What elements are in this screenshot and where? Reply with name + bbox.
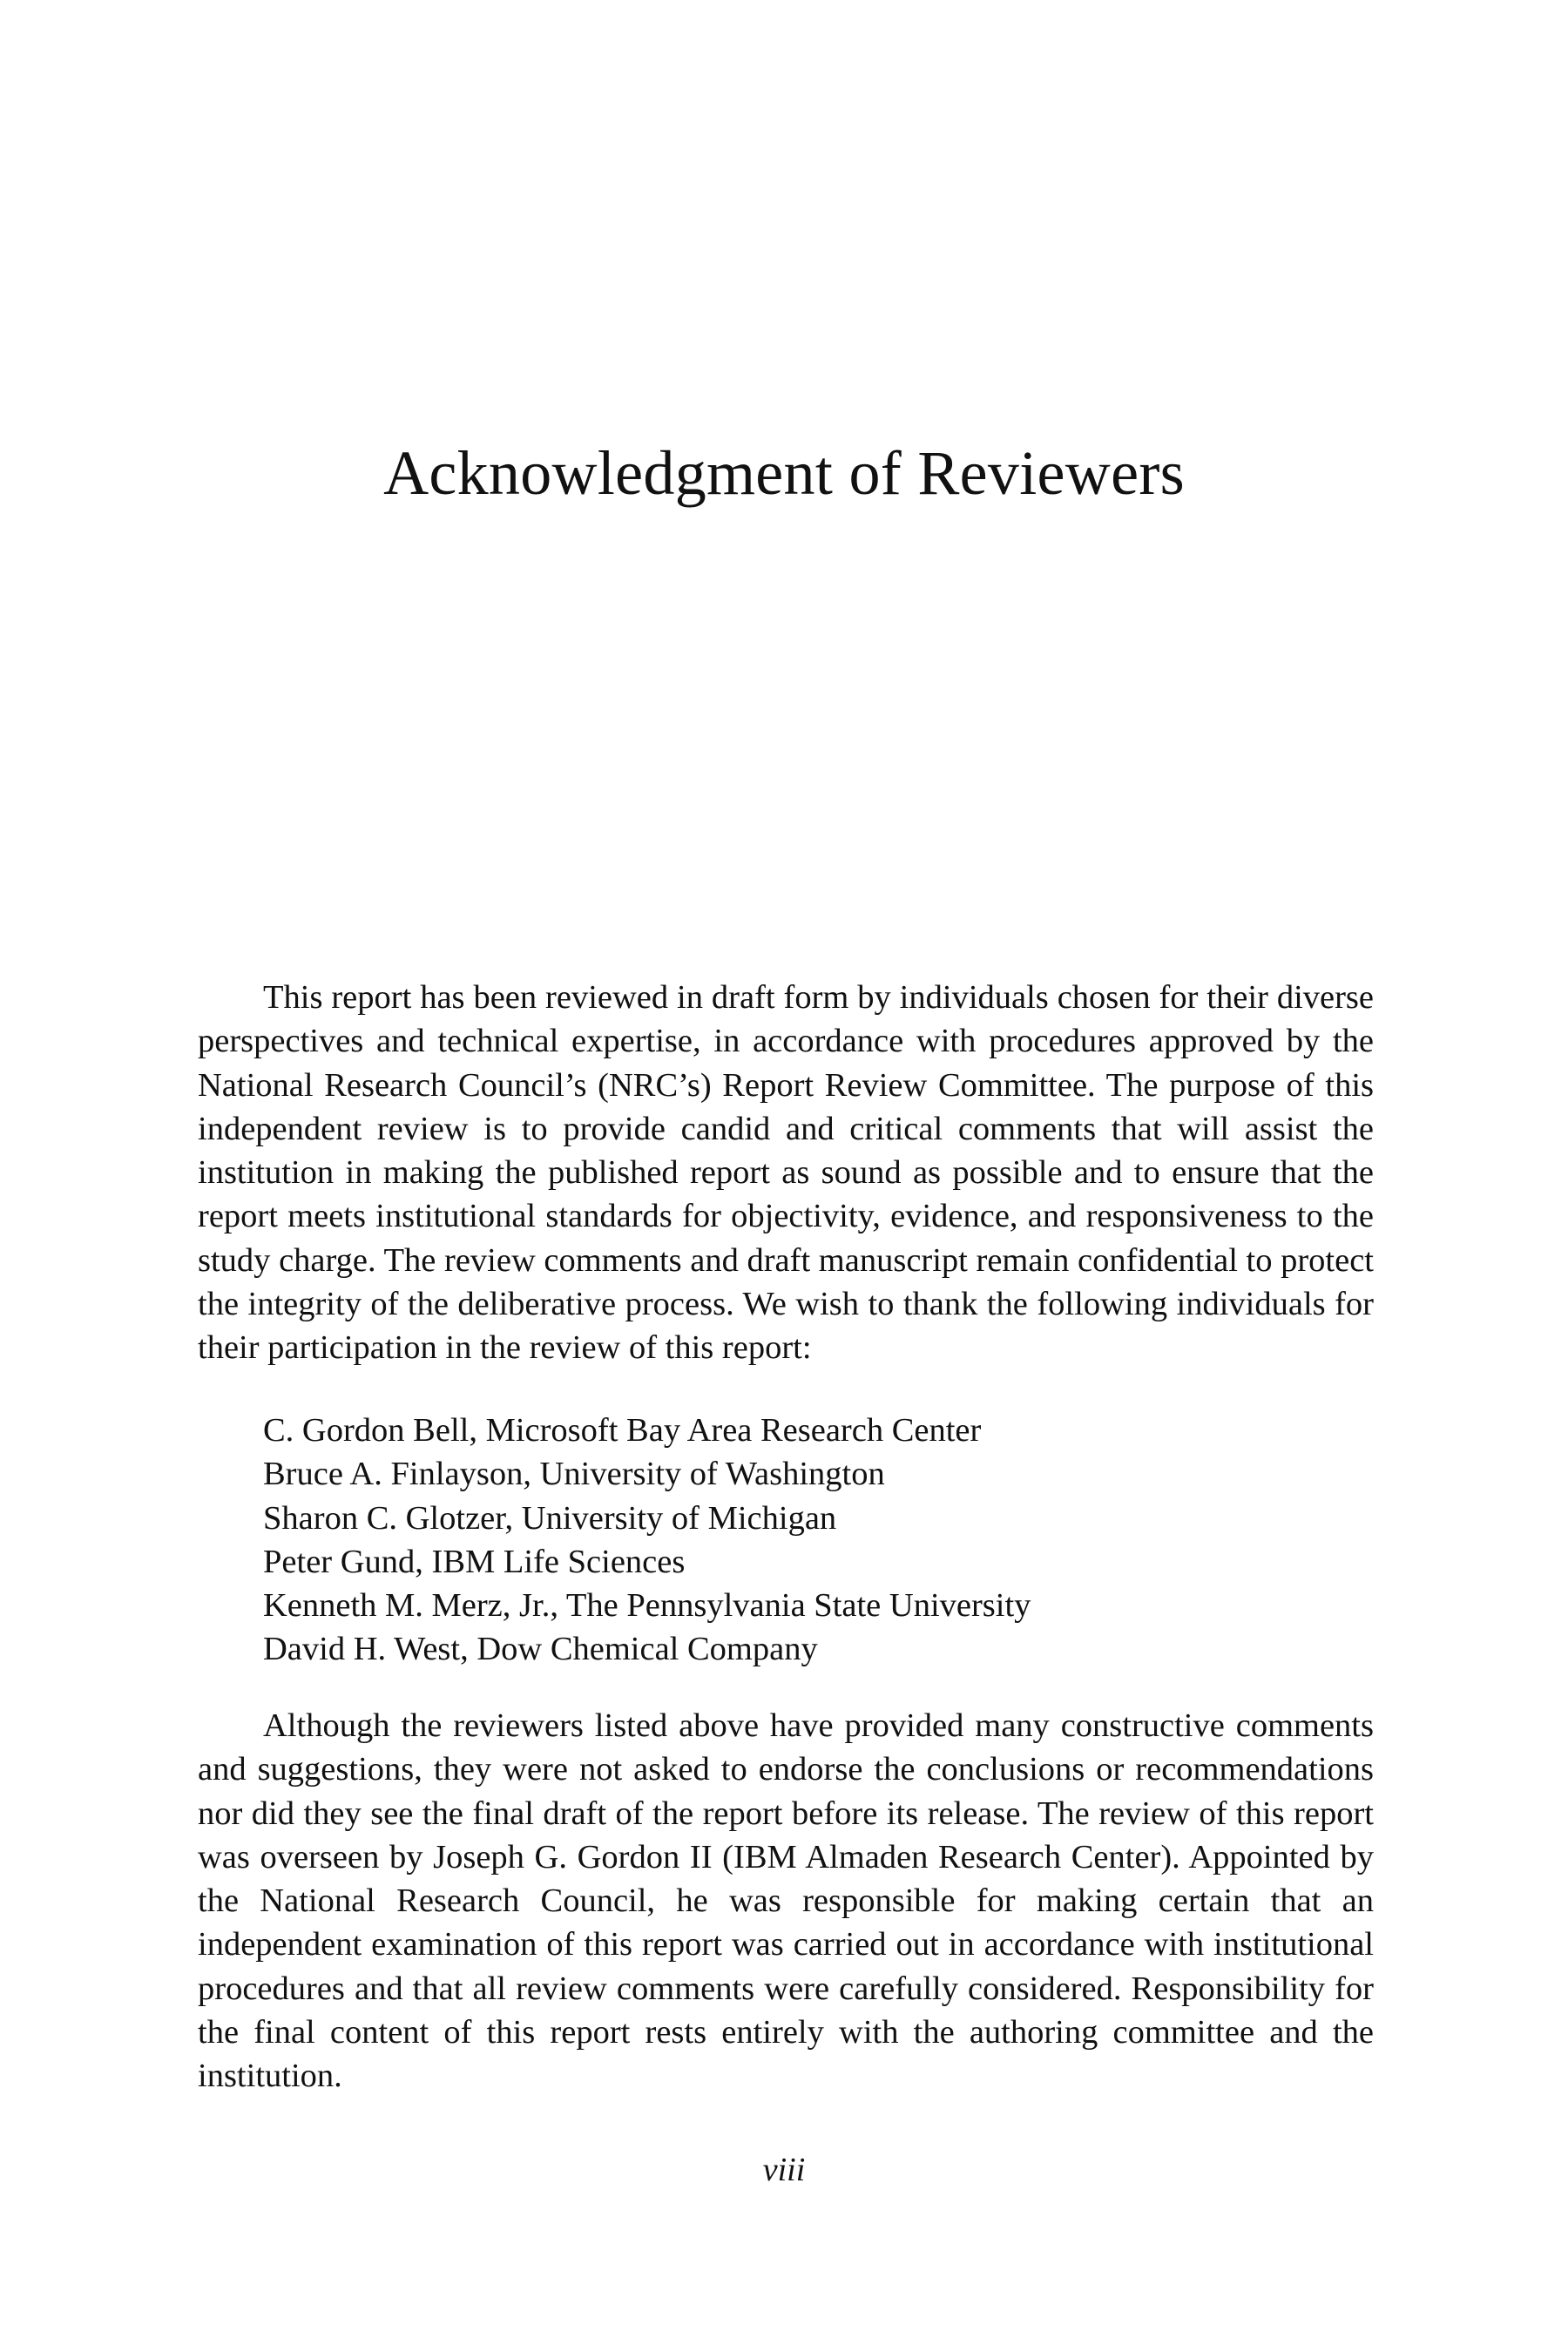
- page-title: Acknowledgment of Reviewers: [383, 438, 1185, 508]
- reviewer-item: Peter Gund, IBM Life Sciences: [263, 1543, 686, 1580]
- reviewer-item: Bruce A. Finlayson, University of Washington: [263, 1456, 885, 1493]
- reviewer-item: Kenneth M. Merz, Jr., The Pennsylvania State University: [263, 1587, 1031, 1625]
- intro-paragraph-block: [198, 976, 1374, 1370]
- closing-paragraph-block: [198, 1704, 1374, 2099]
- page-number: viii: [762, 2152, 806, 2188]
- reviewer-list: [263, 1409, 1308, 1672]
- intro-paragraph: This report has been reviewed in draft form by individuals chosen for their diverse perspectives and technical expertise, in accordance with procedures approved by the National Research Council’s (NRC’s) Report Review Committee. The purpose of this independent review is to provide candid and critical comments that will assist the institution in making the published report as sound as possible and to ensure that the report meets institutional standards for objectivity, evidence, and responsiveness to the study charge. The review comments and draft manuscript remain confidential to protect the integrity of the deliberative process. We wish to thank the following individuals for their participation in the review of this report:: [198, 979, 1374, 1367]
- reviewer-item: David H. West, Dow Chemical Company: [263, 1631, 818, 1668]
- closing-paragraph: Although the reviewers listed above have provided many constructive comments and suggestions, they were not asked to endorse the conclusions or recommendations nor did they see the final draft of the report before its release. The review of this report was overseen by Joseph G. Gordon II (IBM Almaden Research Center). Appointed by the National Research Council, he was responsible for making certain that an independent examination of this report was carried out in accordance with institutional procedures and that all review comments were carefully considered. Responsibility for the final content of this report rests entirely with the authoring committee and the institution.: [198, 1707, 1374, 2095]
- reviewer-item: Sharon C. Glotzer, University of Michigan: [263, 1499, 837, 1537]
- reviewer-item: C. Gordon Bell, Microsoft Bay Area Research Center: [263, 1412, 982, 1449]
